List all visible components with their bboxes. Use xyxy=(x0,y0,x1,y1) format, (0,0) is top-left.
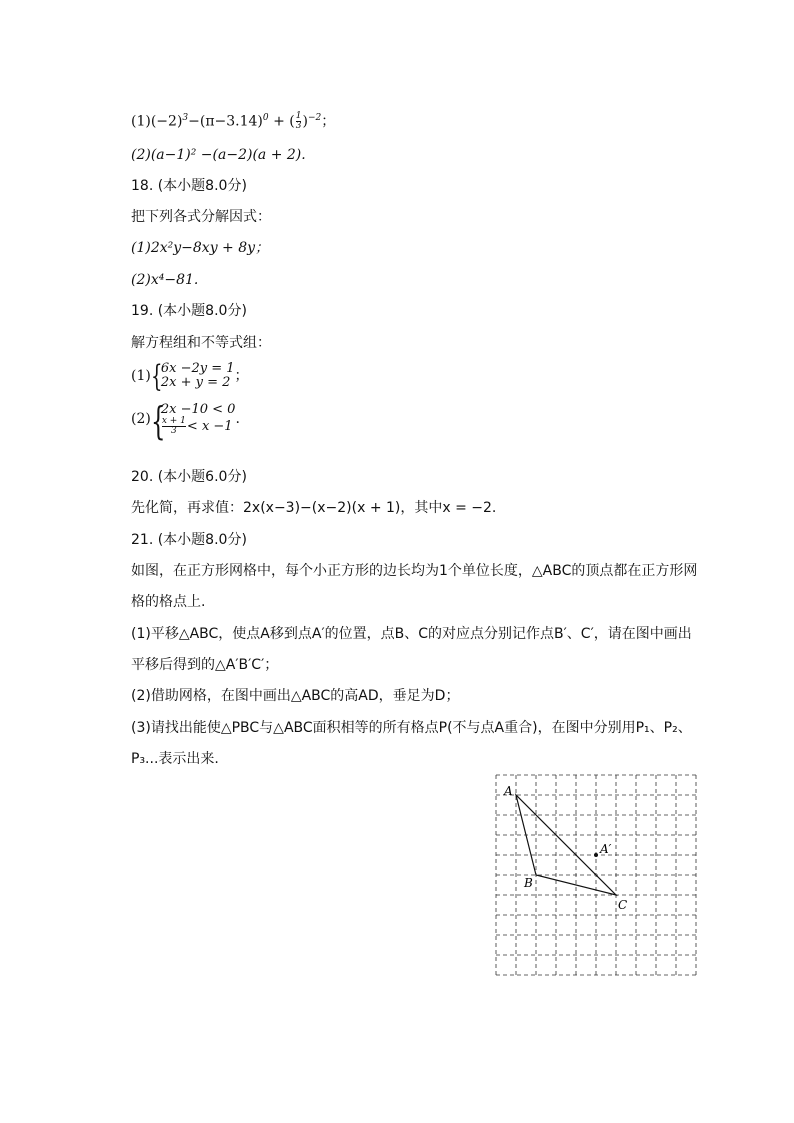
q21-part2: (2)借助网格，在图中画出△ABC的高AD，垂足为D； xyxy=(131,688,460,704)
q18-part2: (2)x⁴−81. xyxy=(131,272,199,288)
q19-part1: (1) { 6x −2y = 1 2x + y = 2 ； xyxy=(131,359,249,394)
q18-instruction: 把下列各式分解因式： xyxy=(131,209,271,225)
q19-heading: 19. (本小题8.0分) xyxy=(131,303,247,319)
q21-intro-line1: 如图，在正方形网格中，每个小正方形的边长均为1个单位长度，△ABC的顶点都在正方形网 xyxy=(131,563,698,579)
q17-part2: (2)(a−1)² −(a−2)(a + 2). xyxy=(131,147,306,163)
equation-system: { 6x −2y = 1 2x + y = 2 xyxy=(150,359,235,394)
point-a-prime-dot xyxy=(594,853,598,857)
q19-part2: (2) { 2x −10 < 0 $\frac{x + 1}{3}$ < x −1 . xyxy=(131,398,240,443)
q20-text: 先化简，再求值：2x(x−3)−(x−2)(x + 1)，其中x = −2. xyxy=(131,500,497,516)
q21-intro-line2: 格的格点上. xyxy=(131,594,206,610)
q21-part1-line2: 平移后得到的△A′B′C′； xyxy=(131,657,279,673)
q21-part1-line1: (1)平移△ABC，使点A移到点A′的位置，点B、C的对应点分别记作点B′、C′，请在图中画出 xyxy=(131,626,692,642)
q19-instruction: 解方程组和不等式组： xyxy=(131,335,271,351)
square-grid-figure xyxy=(495,774,697,976)
q20-heading: 20. (本小题6.0分) xyxy=(131,469,247,485)
fraction-one-third: $\frac{1}{3}$ xyxy=(295,111,302,132)
q21-part3-line2: P₃...表示出来. xyxy=(131,751,219,767)
q21-part3-line1: (3)请找出能使△PBC与△ABC面积相等的所有格点P(不与点A重合)，在图中分别用P₁、P₂、 xyxy=(131,720,692,736)
q21-heading: 21. (本小题8.0分) xyxy=(131,532,247,548)
inequality-system: { 2x −10 < 0 $\frac{x + 1}{3}$ < x −1 xyxy=(150,398,236,443)
label-b: B xyxy=(524,876,533,890)
label-a-prime: A′ xyxy=(600,842,612,856)
label-c: C xyxy=(618,898,628,912)
q18-part1: (1)2x²y−8xy + 8y； xyxy=(131,240,270,256)
label-a: A xyxy=(504,784,513,798)
q17-part1: $(1)(-2)^3-(\pi-3.14)^0 + (\frac{1}{3}$ )$^{-2}$； xyxy=(131,111,336,132)
q18-heading: 18. (本小题8.0分) xyxy=(131,178,247,194)
